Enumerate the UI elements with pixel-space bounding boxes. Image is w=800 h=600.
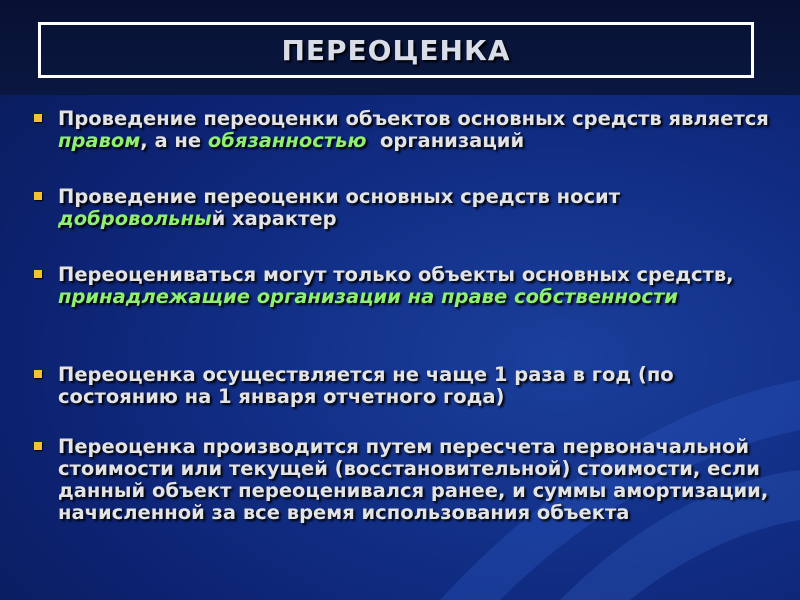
slide-title: ПЕРЕОЦЕНКА xyxy=(281,33,511,67)
bullet-marker-icon xyxy=(34,192,42,200)
bullet-marker-icon xyxy=(34,114,42,122)
highlight-text: правом xyxy=(58,129,141,152)
bullet-item-5 xyxy=(30,436,790,556)
bullet-text: Переоцениваться могут только объекты основных средств, принадлежащие организации на праве собственности xyxy=(58,263,734,308)
bullet-text: Проведение переоценки основных средств носит добровольный характер xyxy=(58,185,620,230)
highlight-text: обязанностью xyxy=(207,129,367,152)
highlight-text: принадлежащие организации на праве собственности xyxy=(58,285,678,308)
bullet-text: Переоценка производится путем пересчета первоначальной стоимости или текущей (восстановительной) стоимости, если данный объект переоценивался ранее, и суммы амортизации, начисленной за все время использования объекта xyxy=(58,435,769,524)
bullet-text: Переоценка осуществляется не чаще 1 раза в год (по состоянию на 1 января отчетного года) xyxy=(58,363,674,408)
bullet-marker-icon xyxy=(34,370,42,378)
bullet-item-1 xyxy=(30,108,790,186)
title-frame xyxy=(38,22,754,78)
bullet-item-3 xyxy=(30,264,790,364)
bullet-marker-icon xyxy=(34,442,42,450)
bullet-item-2 xyxy=(30,186,790,264)
highlight-text: добровольны xyxy=(58,207,212,230)
bullet-text: Проведение переоценки объектов основных средств является правом, а не обязанностью организаций xyxy=(58,107,769,152)
bullet-list xyxy=(30,108,790,556)
bullet-marker-icon xyxy=(34,270,42,278)
bullet-item-4 xyxy=(30,364,790,436)
